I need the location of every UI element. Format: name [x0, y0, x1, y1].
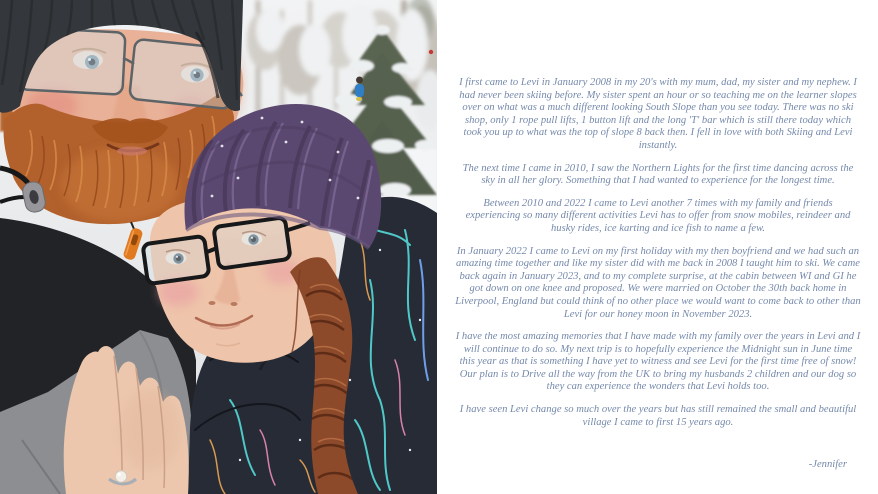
testimonial-panel	[437, 0, 878, 494]
red-marker	[429, 50, 433, 54]
couple-selfie-photo	[0, 0, 437, 494]
testimonial-paragraph-6: I have seen Levi change so much over the years but has still remained the small and beautiful village I came to first 15 years ago.	[459, 404, 857, 428]
testimonial-signature: -Jennifer	[808, 459, 847, 471]
testimonial-paragraph-1: I first came to Levi in January 2008 in my 20's with my mum, dad, my sister and my nephew. I had never been skiing before. My sister spent an hour or so teaching me on the learner slopes over on what was a much different looking South Slope than you see today. There was no ski shop, only 1 rope pull lifts, 1 button lift and the long 'T' bar which is still there today which took you up to what was the top of slope 8 back then. I fell in love with both Skiing and Levi instantly.	[459, 77, 857, 151]
testimonial-paragraph-3: Between 2010 and 2022 I came to Levi another 7 times with my family and friends experiencing so many different activities Levi has to offer from snow mobiles, reindeer and husky rides, ice karting and ice fish to name a few.	[465, 197, 851, 234]
testimonial-paragraph-4: In January 2022 I came to Levi on my first holiday with my then boyfriend and we had such an amazing time together and like my sister did with me back in 2008 I taught him to ski. We came back again in January 2023, and to my complete surprise, at the cabin between WI and GI he got down on one knee and proposed. We were married on October the 30th back home in Liverpool, England but could think of no other place we would want to come back to other than Levi for our honey moon in November 2023.	[455, 245, 861, 320]
testimonial-paragraph-5: I have the most amazing memories that I have made with my family over the years in Levi and I will continue to do so. My next trip is to hopefully experience the Midnight sun in June time this year as that is something I have yet to witness and see Levi for the first time free of snow! Our plan is to Drive all the way from the UK to bring my husbands 2 children and our dog so they can experience the wonders that Levi holds too.	[455, 331, 861, 393]
testimonial-paragraph-2: The next time I came in 2010, I saw the Northern Lights for the first time dancing across the sky in all her glory. Something that I had wanted to experience for the longest time.	[462, 162, 854, 187]
